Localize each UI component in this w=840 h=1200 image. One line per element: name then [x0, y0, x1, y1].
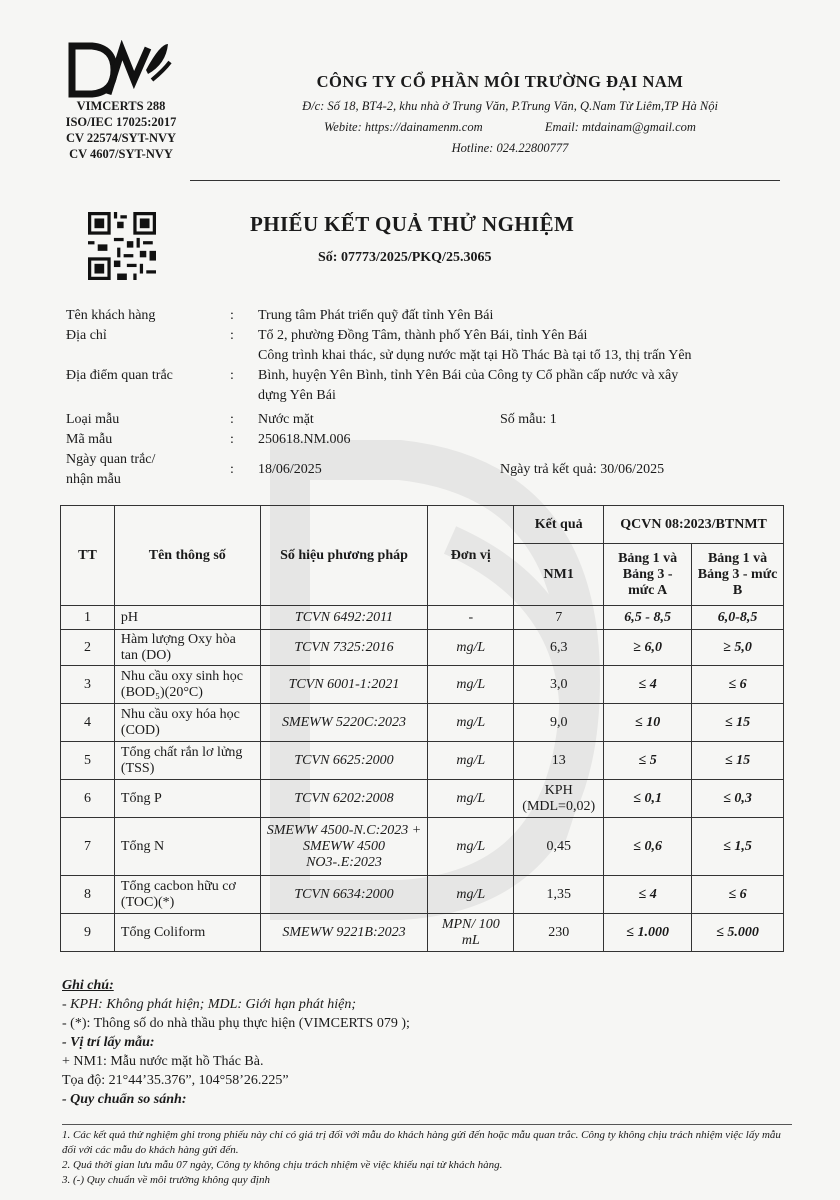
header-tt: TT [61, 506, 115, 606]
certifications [56, 98, 186, 162]
customer-value: Trung tâm Phát triển quỹ đất tỉnh Yên Bái [258, 308, 494, 323]
date-group [258, 450, 796, 490]
header-param: Tên thông số [114, 506, 260, 606]
email-link[interactable]: mtdainam@gmail.com [582, 120, 696, 134]
param-name: Nhu cầu oxy hóa học (COD) [114, 704, 260, 742]
table-row [61, 666, 784, 704]
row-number: 5 [61, 742, 115, 780]
note-line: - (*): Thông số do nhà thầu phụ thực hiện (VIMCERTS 079 ); [62, 1016, 410, 1031]
method-code: SMEWW 4500-N.C:2023 + SMEWW 4500 NO3-.E:2023 [260, 818, 428, 876]
dn-logo-icon [68, 40, 172, 98]
method-code: TCVN 6001-1:2021 [260, 666, 428, 704]
site-line: Bình, huyện Yên Bình, tỉnh Yên Bái của Công ty Cổ phần cấp nước và xây [258, 368, 679, 383]
cert-line: ISO/IEC 17025:2017 [65, 115, 177, 129]
limit-a: ≤ 5 [604, 742, 692, 780]
unit: mg/L [428, 780, 514, 818]
result-value: 0,45 [514, 818, 604, 876]
date-label [66, 450, 230, 490]
result-value: 230 [514, 914, 604, 952]
customer-info [66, 306, 796, 490]
footer-notes [62, 1128, 792, 1188]
method-code: TCVN 6202:2008 [260, 780, 428, 818]
cert-line: CV 4607/SYT-NVY [69, 147, 173, 161]
site-label: Địa điểm quan trắc [66, 368, 173, 383]
site-line: dựng Yên Bái [258, 388, 336, 403]
table-row [61, 606, 784, 630]
unit: mg/L [428, 666, 514, 704]
site-line: Công trình khai thác, sử dụng nước mặt tại Hồ Thác Bà tại tổ 13, thị trấn Yên [258, 348, 692, 363]
info-row-sample-code [66, 430, 796, 450]
company-contact [240, 117, 780, 138]
limit-b: ≤ 0,3 [692, 780, 784, 818]
info-row-sample-type [66, 410, 796, 430]
limit-a: ≤ 0,6 [604, 818, 692, 876]
address-value: Tổ 2, phường Đồng Tâm, thành phố Yên Bái, tỉnh Yên Bái [258, 328, 588, 343]
colon: : [230, 462, 234, 477]
method-code: TCVN 6634:2000 [260, 876, 428, 914]
limit-a: ≤ 0,1 [604, 780, 692, 818]
table-row [61, 818, 784, 876]
website-link[interactable]: https://dainamenm.com [364, 120, 483, 134]
header-nm1: NM1 [514, 544, 604, 606]
sample-type-group [258, 410, 796, 430]
table-row [61, 742, 784, 780]
company-address: Đ/c: Số 18, BT4-2, khu nhà ở Trung Văn, P.Trung Văn, Q.Nam Từ Liêm,TP Hà Nội [302, 99, 718, 113]
notes-title: Ghi chú: [62, 978, 114, 993]
header-level-a: Bảng 1 và Bảng 3 - mức A [604, 544, 692, 606]
table-row [61, 914, 784, 952]
header-result: Kết quả [514, 506, 604, 544]
limit-a: 6,5 - 8,5 [604, 606, 692, 630]
cert-line: CV 22574/SYT-NVY [65, 131, 177, 145]
result-value: 13 [514, 742, 604, 780]
header-method: Số hiệu phương pháp [260, 506, 428, 606]
limit-b: ≤ 1,5 [692, 818, 784, 876]
param-name: Hàm lượng Oxy hòa tan (DO) [114, 630, 260, 666]
row-number: 3 [61, 666, 115, 704]
row-number: 7 [61, 818, 115, 876]
unit: mg/L [428, 704, 514, 742]
date-label-line: nhận mẫu [66, 472, 121, 487]
info-row-address [66, 326, 796, 346]
limit-a: ≤ 4 [604, 666, 692, 704]
row-number: 6 [61, 780, 115, 818]
colon: : [230, 412, 234, 427]
footer-divider [62, 1124, 792, 1125]
unit: MPN/ 100 mL [428, 914, 514, 952]
date-label-line: Ngày quan trắc/ [66, 452, 156, 467]
sample-type-value: Nước mặt [258, 412, 314, 427]
footer-line: 1. Các kết quả thử nghiệm ghi trong phiếu này chỉ có giá trị đối với mẫu do khách hàng gửi đến hoặc mẫu quan trắc. Công ty không chịu trách nhiệm việc lấy mẫu đối với các mẫu do khách hàng gửi đến. [62, 1129, 781, 1156]
company-logo [60, 40, 180, 162]
document-title: PHIẾU KẾT QUẢ THỬ NGHIỆM [250, 212, 575, 236]
limit-b: ≥ 5,0 [692, 630, 784, 666]
customer-label: Tên khách hàng [66, 308, 156, 323]
result-value: KPH (MDL=0,02) [514, 780, 604, 818]
unit: mg/L [428, 742, 514, 780]
location-line: + NM1: Mẫu nước mặt hồ Thác Bà. [62, 1054, 264, 1069]
header-divider [190, 180, 780, 181]
limit-a: ≤ 1.000 [604, 914, 692, 952]
info-row-site [66, 346, 796, 406]
param-name: Tổng cacbon hữu cơ (TOC)(*) [114, 876, 260, 914]
results-body [61, 606, 784, 952]
row-number: 4 [61, 704, 115, 742]
unit: - [428, 606, 514, 630]
footer-line: 3. (-) Quy chuẩn về môi trường không quy định [62, 1174, 270, 1186]
method-code: SMEWW 5220C:2023 [260, 704, 428, 742]
notes-section [62, 976, 802, 1109]
header-level-b: Bảng 1 và Bảng 3 - mức B [692, 544, 784, 606]
table-row [61, 630, 784, 666]
table-row [61, 876, 784, 914]
website-label: Webite: [324, 120, 362, 134]
limit-a: ≥ 6,0 [604, 630, 692, 666]
param-name: Tổng N [114, 818, 260, 876]
limit-b: ≤ 15 [692, 742, 784, 780]
company-header [240, 72, 780, 159]
return-date: Ngày trả kết quả: 30/06/2025 [500, 462, 665, 477]
param-name: Tổng P [114, 780, 260, 818]
company-name: CÔNG TY CỔ PHẦN MÔI TRƯỜNG ĐẠI NAM [316, 72, 684, 91]
limit-b: ≤ 5.000 [692, 914, 784, 952]
result-value: 6,3 [514, 630, 604, 666]
limit-b: ≤ 15 [692, 704, 784, 742]
info-row-date [66, 450, 796, 490]
info-row-customer [66, 306, 796, 326]
colon: : [230, 368, 234, 383]
sample-type-label: Loại mẫu [66, 412, 120, 427]
limit-a: ≤ 4 [604, 876, 692, 914]
site-value [258, 346, 796, 406]
sample-code-label: Mã mẫu [66, 432, 113, 447]
location-title: - Vị trí lấy mẫu: [62, 1035, 155, 1050]
limit-b: 6,0-8,5 [692, 606, 784, 630]
unit: mg/L [428, 818, 514, 876]
results-table [60, 505, 784, 952]
header-qcvn: QCVN 08:2023/BTNMT [604, 506, 784, 544]
document-number: Số: 07773/2025/PKQ/25.3065 [318, 250, 492, 265]
row-number: 8 [61, 876, 115, 914]
qr-code-icon[interactable] [88, 212, 156, 280]
table-row [61, 704, 784, 742]
colon: : [230, 328, 234, 343]
row-number: 2 [61, 630, 115, 666]
limit-b: ≤ 6 [692, 876, 784, 914]
method-code: TCVN 6492:2011 [260, 606, 428, 630]
colon: : [230, 308, 234, 323]
param-name: Nhu cầu oxy sinh học (BOD₅)(20°C) [114, 666, 260, 704]
date-value: 18/06/2025 [258, 462, 322, 477]
unit: mg/L [428, 630, 514, 666]
unit: mg/L [428, 876, 514, 914]
address-label: Địa chỉ [66, 328, 107, 343]
param-name: Tổng Coliform [114, 914, 260, 952]
method-code: TCVN 6625:2000 [260, 742, 428, 780]
method-code: SMEWW 9221B:2023 [260, 914, 428, 952]
result-value: 1,35 [514, 876, 604, 914]
location-coords: Tọa độ: 21°44’35.376”, 104°58’26.225” [62, 1073, 289, 1088]
limit-a: ≤ 10 [604, 704, 692, 742]
standard-title: - Quy chuẩn so sánh: [62, 1092, 187, 1107]
method-code: TCVN 7325:2016 [260, 630, 428, 666]
row-number: 9 [61, 914, 115, 952]
result-value: 9,0 [514, 704, 604, 742]
company-hotline: Hotline: 024.22800777 [451, 141, 569, 155]
header-unit: Đơn vị [428, 506, 514, 606]
param-name: Tổng chất rắn lơ lửng (TSS) [114, 742, 260, 780]
cert-line: VIMCERTS 288 [76, 99, 166, 113]
param-name: pH [114, 606, 260, 630]
row-number: 1 [61, 606, 115, 630]
note-line: - KPH: Không phát hiện; MDL: Giới hạn phát hiện; [62, 997, 357, 1012]
result-value: 7 [514, 606, 604, 630]
table-row [61, 780, 784, 818]
footer-line: 2. Quá thời gian lưu mẫu 07 ngày, Công ty không chịu trách nhiệm về việc khiếu nại từ khách hàng. [62, 1159, 503, 1171]
colon: : [230, 432, 234, 447]
result-value: 3,0 [514, 666, 604, 704]
sample-code-value: 250618.NM.006 [258, 432, 351, 447]
sample-count: Số mẫu: 1 [500, 412, 557, 427]
limit-b: ≤ 6 [692, 666, 784, 704]
email-label: Email: [544, 120, 579, 134]
